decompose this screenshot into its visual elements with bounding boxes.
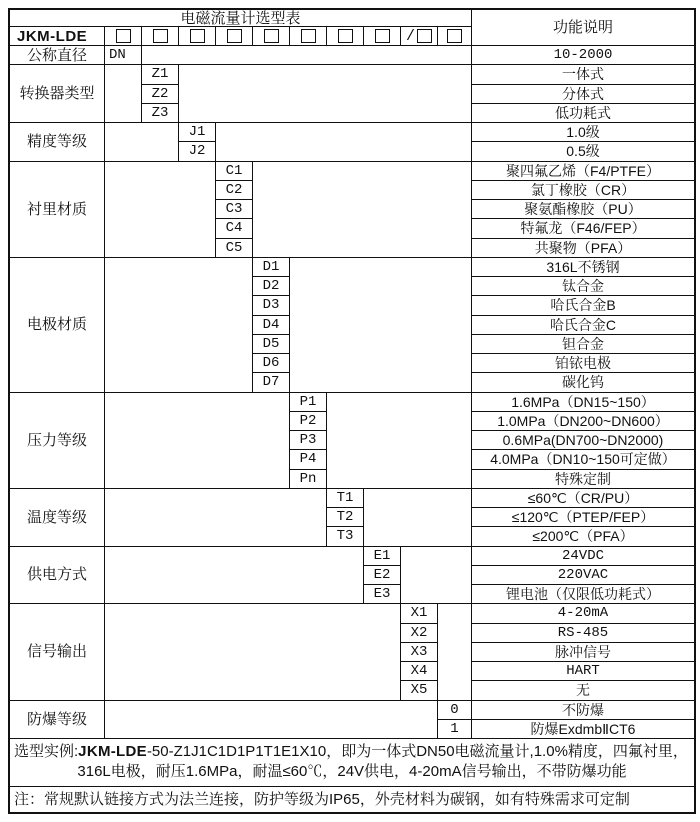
description-cell: 0.6MPa(DN700~DN2000)	[472, 431, 694, 450]
description-cell: 铂铱电极	[472, 354, 694, 373]
code-cell: DN	[105, 46, 142, 65]
description-cell: ≤120℃（PTEP/FEP）	[472, 508, 694, 527]
model-checkbox-cell-slash[interactable]	[401, 27, 438, 46]
section-label: 压力等级	[10, 393, 105, 489]
checkbox-icon	[301, 29, 316, 43]
description-cell: 4-20mA	[472, 604, 694, 623]
selection-grid	[10, 10, 694, 739]
code-cell: P4	[290, 450, 327, 469]
checkbox-icon	[417, 29, 432, 43]
checkbox-icon	[338, 29, 353, 43]
code-cell: X5	[401, 681, 438, 700]
section-label: 温度等级	[10, 489, 105, 547]
section-label: 电极材质	[10, 258, 105, 393]
function-column-header: 功能说明	[472, 10, 694, 46]
checkbox-icon	[447, 29, 462, 43]
model-checkbox-cell[interactable]	[364, 27, 401, 46]
code-cell: C4	[216, 219, 253, 238]
checkbox-icon	[153, 29, 168, 43]
code-cell: D5	[253, 335, 290, 354]
code-cell: D7	[253, 373, 290, 392]
code-cell: D3	[253, 296, 290, 315]
spacer-cell	[105, 258, 253, 393]
example-note	[10, 739, 694, 787]
code-cell: J1	[179, 123, 216, 142]
code-cell: X1	[401, 604, 438, 623]
code-cell: Z1	[142, 65, 179, 84]
example-note-line1	[14, 742, 690, 762]
section-label: 转换器类型	[10, 65, 105, 123]
section-label: 供电方式	[10, 547, 105, 605]
example-model: JKM-LDE	[78, 743, 147, 760]
description-cell: 0.5级	[472, 142, 694, 161]
code-cell: D1	[253, 258, 290, 277]
code-cell: E2	[364, 566, 401, 585]
checkbox-icon	[227, 29, 242, 43]
description-cell: 氯丁橡胶（CR）	[472, 181, 694, 200]
checkbox-icon	[190, 29, 205, 43]
description-cell: 钛合金	[472, 277, 694, 296]
description-cell: 共聚物（PFA）	[472, 239, 694, 258]
code-cell: C1	[216, 162, 253, 181]
code-cell: X2	[401, 624, 438, 643]
code-cell: T2	[327, 508, 364, 527]
example-prefix: 选型实例:	[14, 743, 79, 760]
spacer-cell	[364, 489, 472, 547]
description-cell: 钽合金	[472, 335, 694, 354]
spacer-cell	[105, 489, 327, 547]
model-checkbox-cell[interactable]	[179, 27, 216, 46]
description-cell: 特氟龙（F46/FEP）	[472, 219, 694, 238]
code-cell: 0	[438, 701, 472, 720]
description-cell: 脉冲信号	[472, 643, 694, 662]
code-cell: Z2	[142, 85, 179, 104]
code-cell: Pn	[290, 470, 327, 489]
model-checkbox-cell[interactable]	[105, 27, 142, 46]
code-cell: C5	[216, 239, 253, 258]
checkbox-icon	[116, 29, 131, 43]
description-cell: 不防爆	[472, 701, 694, 720]
description-cell: 低功耗式	[472, 104, 694, 123]
remark-note: 注：常规默认链接方式为法兰连接，防护等级为IP65，外壳材料为碳钢，如有特殊需求可定制	[14, 790, 630, 808]
section-label: 信号输出	[10, 604, 105, 700]
section-label: 衬里材质	[10, 162, 105, 258]
model-checkbox-cell[interactable]	[327, 27, 364, 46]
code-cell: J2	[179, 142, 216, 161]
spacer-cell	[105, 162, 216, 258]
model-prefix: JKM-LDE	[10, 27, 105, 46]
spacer-cell	[438, 604, 472, 700]
example-note-line2: 316L电极，耐压1.6MPa，耐温≤60℃，24V供电，4-20mA信号输出，不带防爆功能	[77, 763, 627, 781]
code-cell: X3	[401, 643, 438, 662]
description-cell: 分体式	[472, 85, 694, 104]
description-cell: 哈氏合金B	[472, 296, 694, 315]
spacer-cell	[105, 604, 401, 700]
spacer-cell	[105, 547, 364, 605]
example-code-text: -50-Z1J1C1D1P1T1E1X10，即为一体式DN50电磁流量计,1.0%精度，四氟衬里，	[146, 743, 688, 760]
code-cell: P3	[290, 431, 327, 450]
description-cell: 220VAC	[472, 566, 694, 585]
code-cell: D2	[253, 277, 290, 296]
code-cell: E3	[364, 585, 401, 604]
spacer-cell	[327, 393, 472, 489]
spacer-cell	[105, 701, 438, 740]
description-cell: 碳化钨	[472, 373, 694, 392]
description-cell: 4.0MPa（DN10~150可定做）	[472, 450, 694, 469]
description-cell: 聚四氟乙烯（F4/PTFE）	[472, 162, 694, 181]
code-cell: P2	[290, 412, 327, 431]
description-cell: 特殊定制	[472, 470, 694, 489]
description-cell: 1.6MPa（DN15~150）	[472, 393, 694, 412]
code-cell: P1	[290, 393, 327, 412]
code-cell: D4	[253, 316, 290, 335]
spacer-cell	[216, 123, 472, 162]
spacer-cell	[105, 393, 290, 489]
table-title: 电磁流量计选型表	[10, 10, 472, 27]
description-cell: 聚氨酯橡胶（PU）	[472, 200, 694, 219]
description-cell: RS-485	[472, 624, 694, 643]
description-cell: HART	[472, 662, 694, 681]
model-checkbox-cell[interactable]	[253, 27, 290, 46]
model-checkbox-cell[interactable]	[290, 27, 327, 46]
slash-separator: /	[405, 27, 415, 45]
spacer-cell	[105, 123, 179, 162]
description-cell: 316L不锈钢	[472, 258, 694, 277]
section-label: 精度等级	[10, 123, 105, 162]
flowmeter-selection-table	[8, 8, 696, 814]
description-cell: 锂电池（仅限低功耗式）	[472, 585, 694, 604]
spacer-cell	[179, 65, 472, 123]
description-cell: 一体式	[472, 65, 694, 84]
spacer-cell	[401, 547, 472, 605]
description-cell: 1.0级	[472, 123, 694, 142]
description-cell: 10-2000	[472, 46, 694, 65]
checkbox-icon	[375, 29, 390, 43]
checkbox-icon	[264, 29, 279, 43]
model-checkbox-cell[interactable]	[438, 27, 472, 46]
spacer-cell	[253, 162, 472, 258]
section-label: 公称直径	[10, 46, 105, 65]
code-cell: D6	[253, 354, 290, 373]
description-cell: 哈氏合金C	[472, 316, 694, 335]
section-label: 防爆等级	[10, 701, 105, 740]
description-cell: 1.0MPa（DN200~DN600）	[472, 412, 694, 431]
model-checkbox-cell[interactable]	[142, 27, 179, 46]
description-cell: 24VDC	[472, 547, 694, 566]
code-cell: C2	[216, 181, 253, 200]
spacer-cell	[290, 258, 472, 393]
code-cell: T3	[327, 527, 364, 546]
description-cell: ≤60℃（CR/PU）	[472, 489, 694, 508]
code-cell: C3	[216, 200, 253, 219]
description-cell: 无	[472, 681, 694, 700]
description-cell: ≤200℃（PFA）	[472, 527, 694, 546]
model-checkbox-cell[interactable]	[216, 27, 253, 46]
code-cell: E1	[364, 547, 401, 566]
spacer-cell	[105, 65, 142, 123]
code-cell: Z3	[142, 104, 179, 123]
code-cell: T1	[327, 489, 364, 508]
spacer-cell	[142, 46, 472, 65]
description-cell: 防爆ExdmbⅡCT6	[472, 720, 694, 739]
code-cell: X4	[401, 662, 438, 681]
code-cell: 1	[438, 720, 472, 739]
